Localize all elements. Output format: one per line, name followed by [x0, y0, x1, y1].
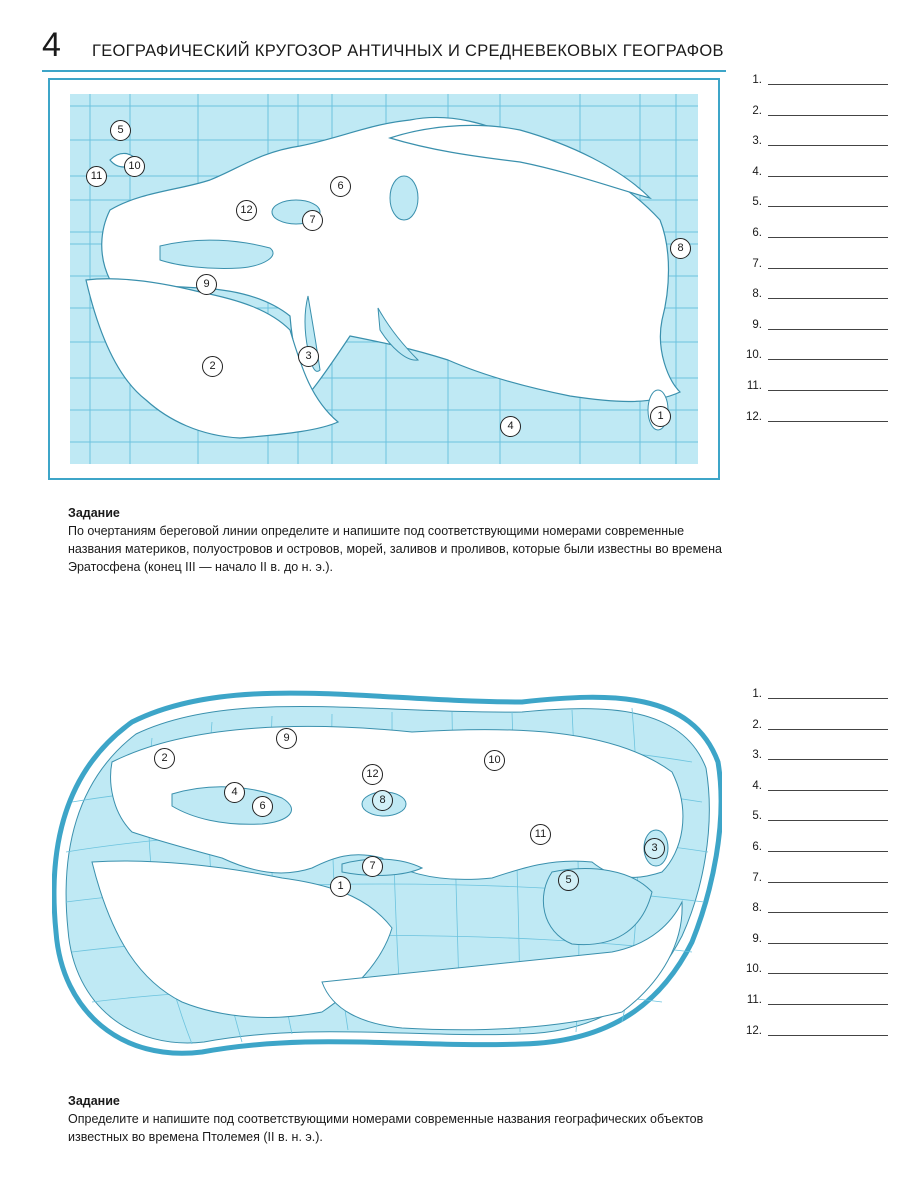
answer-line[interactable] — [768, 851, 888, 852]
answer-number: 5. — [752, 196, 762, 208]
answer-row[interactable] — [742, 72, 892, 92]
answer-number: 6. — [752, 227, 762, 239]
answer-row[interactable] — [742, 747, 892, 767]
page-number: 4 — [42, 26, 61, 64]
answer-number: 11. — [746, 994, 762, 1006]
answer-row[interactable] — [742, 900, 892, 920]
answer-row[interactable] — [742, 1023, 892, 1043]
answer-number: 3. — [752, 749, 762, 761]
task-2-heading: Задание — [68, 1094, 120, 1108]
answer-number: 2. — [752, 105, 762, 117]
answer-line[interactable] — [768, 882, 888, 883]
map2-marker-4: 4 — [224, 782, 245, 803]
answer-number: 1. — [752, 688, 762, 700]
answer-number: 2. — [752, 719, 762, 731]
map2-marker-11: 11 — [530, 824, 551, 845]
task-2-text: Определите и напишите под соответствующими номерами современные названия географических объектов известных во времена Птолемея (II в. н. э.). — [68, 1112, 704, 1144]
answer-row[interactable] — [742, 717, 892, 737]
answer-line[interactable] — [768, 145, 888, 146]
answers-list-1 — [742, 72, 892, 432]
map1-marker-12: 12 — [236, 200, 257, 221]
answer-line[interactable] — [768, 973, 888, 974]
map2-marker-6: 6 — [252, 796, 273, 817]
answer-number: 4. — [752, 166, 762, 178]
answer-line[interactable] — [768, 790, 888, 791]
answer-number: 9. — [752, 933, 762, 945]
task-1-text: По очертаниям береговой линии определите и напишите под соответствующими номерами современные названия материков, полуостровов и островов, морей, заливов и проливов, которые были известны во времена Эратосфена (конец III — начало II в. до н. э.). — [68, 524, 722, 574]
map2-marker-5: 5 — [558, 870, 579, 891]
map1-marker-5: 5 — [110, 120, 131, 141]
answer-line[interactable] — [768, 237, 888, 238]
answer-line[interactable] — [768, 1004, 888, 1005]
answer-line[interactable] — [768, 206, 888, 207]
answer-line[interactable] — [768, 390, 888, 391]
map2-marker-12: 12 — [362, 764, 383, 785]
answer-number: 3. — [752, 135, 762, 147]
answer-number: 10. — [746, 963, 762, 975]
answer-row[interactable] — [742, 839, 892, 859]
answer-row[interactable] — [742, 686, 892, 706]
answer-line[interactable] — [768, 912, 888, 913]
answer-number: 6. — [752, 841, 762, 853]
answer-number: 8. — [752, 902, 762, 914]
answer-line[interactable] — [768, 1035, 888, 1036]
answer-row[interactable] — [742, 961, 892, 981]
answer-number: 1. — [752, 74, 762, 86]
map1-marker-10: 10 — [124, 156, 145, 177]
answer-row[interactable] — [742, 133, 892, 153]
answer-row[interactable] — [742, 870, 892, 890]
answer-row[interactable] — [742, 347, 892, 367]
answer-line[interactable] — [768, 729, 888, 730]
answer-number: 10. — [746, 349, 762, 361]
map2-marker-8: 8 — [372, 790, 393, 811]
answer-number: 8. — [752, 288, 762, 300]
map2-marker-10: 10 — [484, 750, 505, 771]
task-2 — [68, 1092, 728, 1146]
answer-row[interactable] — [742, 808, 892, 828]
task-1-heading: Задание — [68, 506, 120, 520]
map2-marker-9: 9 — [276, 728, 297, 749]
answer-row[interactable] — [742, 409, 892, 429]
answer-line[interactable] — [768, 698, 888, 699]
map1-marker-9: 9 — [196, 274, 217, 295]
answer-row[interactable] — [742, 778, 892, 798]
map1-marker-6: 6 — [330, 176, 351, 197]
answer-line[interactable] — [768, 329, 888, 330]
answer-number: 11. — [746, 380, 762, 392]
answer-row[interactable] — [742, 378, 892, 398]
answer-number: 12. — [746, 1025, 762, 1037]
map2-marker-7: 7 — [362, 856, 383, 877]
ptolemy-map — [52, 682, 722, 1067]
answer-row[interactable] — [742, 992, 892, 1012]
answer-line[interactable] — [768, 359, 888, 360]
answer-line[interactable] — [768, 421, 888, 422]
answer-line[interactable] — [768, 759, 888, 760]
answers-list-2 — [742, 686, 892, 1046]
map1-marker-4: 4 — [500, 416, 521, 437]
answer-row[interactable] — [742, 225, 892, 245]
answer-line[interactable] — [768, 820, 888, 821]
answer-row[interactable] — [742, 317, 892, 337]
map1-marker-1: 1 — [650, 406, 671, 427]
header-rule — [42, 70, 726, 72]
page-title: ГЕОГРАФИЧЕСКИЙ КРУГОЗОР АНТИЧНЫХ И СРЕДНЕВЕКОВЫХ ГЕОГРАФОВ — [92, 42, 724, 60]
answer-number: 4. — [752, 780, 762, 792]
answer-row[interactable] — [742, 103, 892, 123]
answer-line[interactable] — [768, 84, 888, 85]
answer-number: 9. — [752, 319, 762, 331]
map2-marker-1: 1 — [330, 876, 351, 897]
answer-line[interactable] — [768, 176, 888, 177]
task-1 — [68, 504, 728, 576]
answer-row[interactable] — [742, 164, 892, 184]
answer-row[interactable] — [742, 931, 892, 951]
answer-line[interactable] — [768, 115, 888, 116]
map2-marker-3: 3 — [644, 838, 665, 859]
map2-marker-2: 2 — [154, 748, 175, 769]
answer-line[interactable] — [768, 268, 888, 269]
map1-marker-8: 8 — [670, 238, 691, 259]
answer-number: 5. — [752, 810, 762, 822]
map1-marker-3: 3 — [298, 346, 319, 367]
answer-number: 12. — [746, 411, 762, 423]
map1-marker-7: 7 — [302, 210, 323, 231]
answer-row[interactable] — [742, 256, 892, 276]
map1-marker-11: 11 — [86, 166, 107, 187]
map1-marker-2: 2 — [202, 356, 223, 377]
answer-row[interactable] — [742, 286, 892, 306]
answer-line[interactable] — [768, 298, 888, 299]
answer-number: 7. — [752, 872, 762, 884]
answer-number: 7. — [752, 258, 762, 270]
answer-line[interactable] — [768, 943, 888, 944]
eratosthenes-map — [48, 78, 720, 480]
answer-row[interactable] — [742, 194, 892, 214]
